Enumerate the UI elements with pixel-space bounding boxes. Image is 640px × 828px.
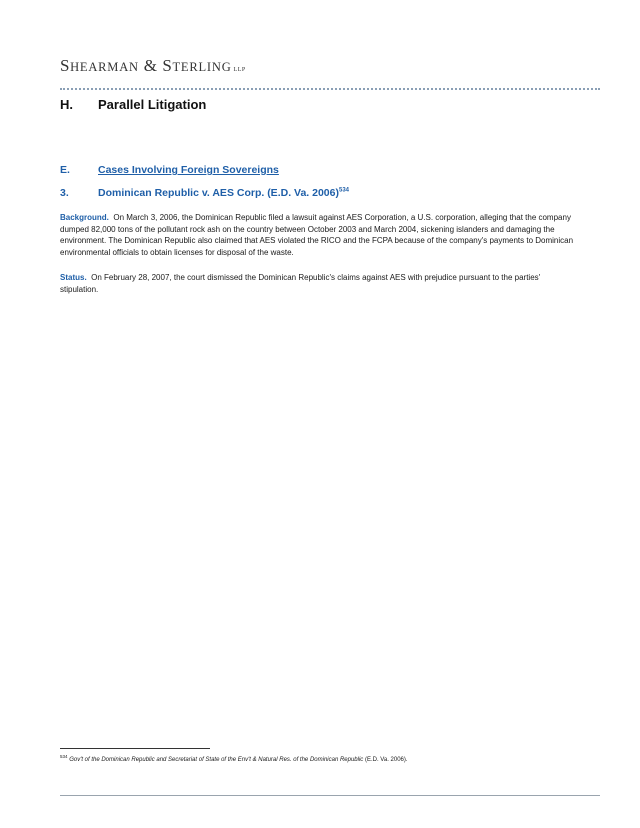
firm-logo-suffix: LLP: [233, 67, 246, 73]
section-title: Parallel Litigation: [98, 97, 207, 112]
footnote-number: 534: [60, 754, 68, 759]
footnote-court: (E.D. Va. 2006).: [364, 757, 408, 763]
background-text: On March 3, 2006, the Dominican Republic filed a lawsuit against AES Corporation, a U.S. corporation, alleging that the company dumped 82,000 tons of the pollutant rock ash on the country between October 2003 and March 2004, sickening islanders and damaging the environment. The Dominican Republic also claimed that AES violated the RICO and the FCPA because of the company's payments to Dominican environmental officials to obtain licenses for disposal of the waste.: [60, 213, 574, 257]
section-number: H.: [60, 97, 73, 112]
case-number: 3.: [60, 187, 69, 199]
status-label: Status.: [60, 273, 87, 282]
case-title: Dominican Republic v. AES Corp. (E.D. Va. 2006): [98, 187, 339, 199]
subsection-number: E.: [60, 164, 70, 176]
case-footnote-ref[interactable]: 534: [338, 187, 349, 194]
firm-logo-name-2: TERLING: [172, 60, 232, 74]
firm-logo-initial-1: S: [60, 56, 71, 75]
footnote-divider: [60, 748, 210, 749]
firm-logo: [60, 56, 246, 76]
firm-logo-ampersand: &: [143, 56, 158, 75]
case-heading: [60, 187, 349, 199]
footer-divider: [60, 795, 600, 796]
header-divider: [60, 88, 600, 92]
footnote: [60, 754, 408, 763]
footnote-citation: Gov't of the Dominican Republic and Secretariat of State of the Env't & Natural Res. of the Dominican Republic: [69, 757, 364, 763]
firm-logo-initial-2: S: [162, 56, 173, 75]
subsection-title: Cases Involving Foreign Sovereigns: [98, 164, 279, 176]
status-text: On February 28, 2007, the court dismissed the Dominican Republic's claims against AES with prejudice pursuant to the parties' stipulation.: [60, 273, 541, 294]
subsection-link[interactable]: [60, 164, 279, 176]
background-label: Background.: [60, 213, 109, 222]
status-paragraph: [60, 272, 580, 295]
section-heading: [60, 97, 206, 112]
background-paragraph: [60, 212, 580, 258]
firm-logo-name-1: HEARMAN: [70, 60, 139, 74]
